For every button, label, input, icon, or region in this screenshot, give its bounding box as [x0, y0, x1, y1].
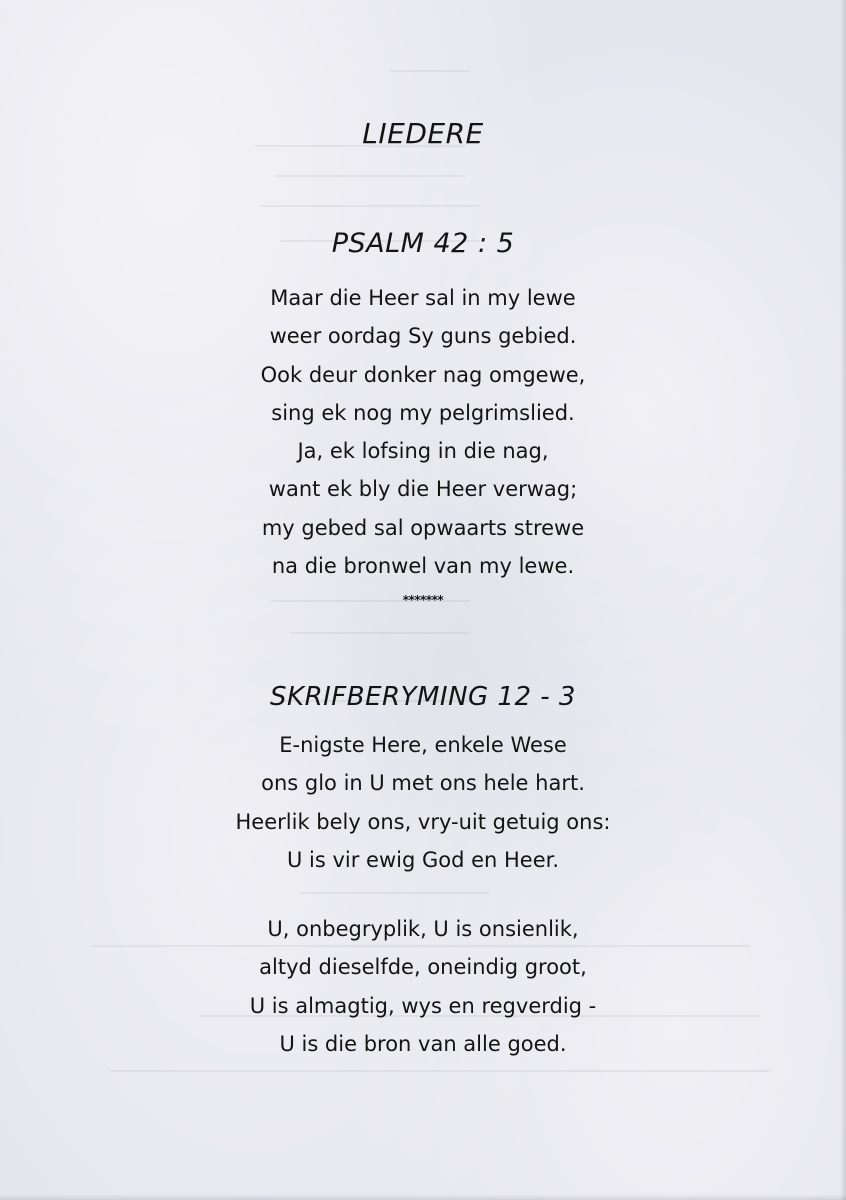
verse-line: na die bronwel van my lewe. [271, 554, 575, 579]
bleed-through-mark [290, 632, 470, 634]
bleed-through-mark [390, 70, 470, 72]
psalm-verse [0, 279, 846, 585]
skrifberyming-stanza-2 [0, 910, 846, 1063]
skrifberyming-stanza-1 [0, 726, 846, 879]
bleed-through-mark [300, 892, 490, 894]
verse-line: want ek bly die Heer verwag; [268, 477, 578, 502]
psalm-heading: PSALM 42 : 5 [331, 228, 515, 260]
section-separator: ******* [402, 593, 444, 607]
bleed-through-mark [275, 175, 465, 177]
verse-line: sing ek nog my pelgrimslied. [271, 400, 575, 425]
verse-line: Ja, ek lofsing in die nag, [297, 439, 549, 464]
verse-line: ons glo in U met ons hele hart. [261, 771, 585, 796]
skrifberyming-heading: SKRIFBERYMING 12 - 3 [270, 681, 576, 712]
page-title: LIEDERE [362, 116, 484, 150]
verse-line: altyd dieselfde, oneindig groot, [259, 955, 587, 980]
verse-line: Heerlik bely ons, vry-uit getuig ons: [235, 809, 611, 834]
verse-line: E-nigste Here, enkele Wese [279, 733, 567, 757]
verse-line: U is die bron van alle goed. [279, 1031, 567, 1056]
verse-line: my gebed sal opwaarts strewe [261, 515, 585, 540]
verse-line: U, onbegryplik, U is onsienlik, [267, 917, 579, 941]
page-edge-shadow [0, 1194, 846, 1200]
verse-line: U is vir ewig God en Heer. [286, 847, 560, 872]
verse-line: Ook deur donker nag omgewe, [260, 362, 586, 387]
bleed-through-mark [110, 1070, 770, 1072]
verse-line: Maar die Heer sal in my lewe [270, 286, 576, 310]
bleed-through-mark [260, 205, 480, 207]
verse-line: weer oordag Sy guns gebied. [269, 324, 577, 349]
verse-line: U is almagtig, wys en regverdig - [249, 993, 597, 1018]
